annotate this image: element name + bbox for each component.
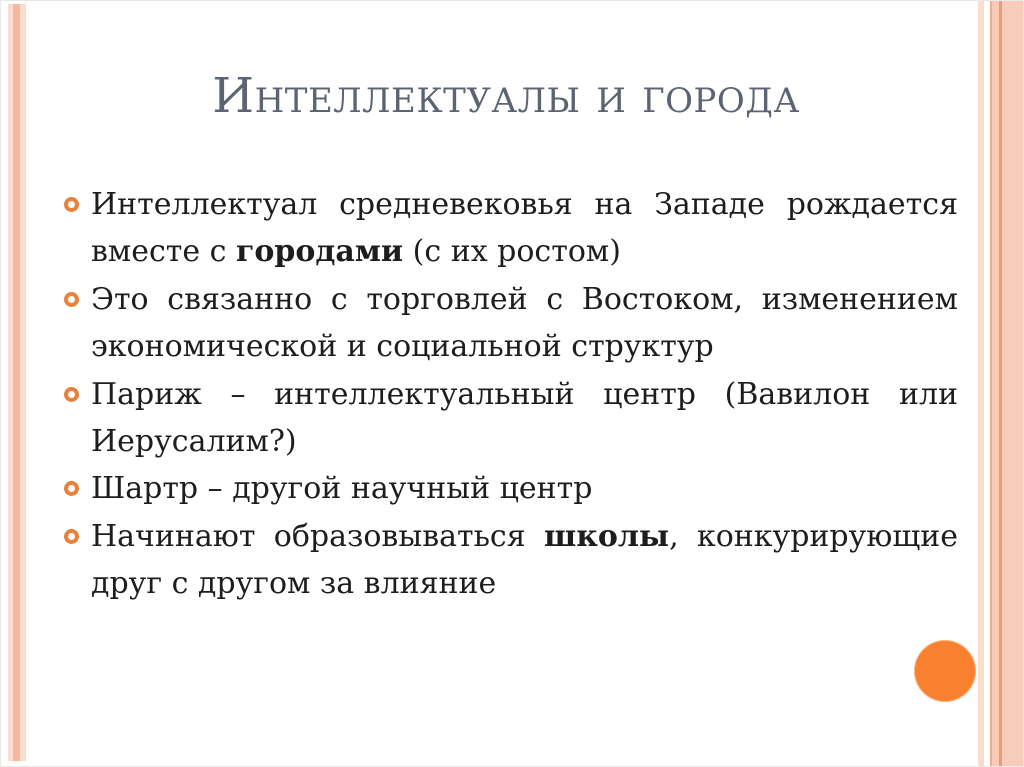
- bullet-list: [64, 181, 958, 608]
- bullet-line: [91, 276, 958, 323]
- left-stripe-inner-decoration: [20, 4, 26, 761]
- text-segment: экономической и социальной структур: [91, 329, 714, 365]
- bullet-line: [91, 560, 958, 607]
- slide-title: Интеллектуалы и города: [212, 68, 800, 124]
- bullet-item-3: [64, 371, 958, 466]
- text-segment: Начинают образовываться: [91, 518, 544, 554]
- text-segment: (с их ростом): [403, 234, 621, 270]
- bullet-line: [91, 465, 958, 512]
- text-segment: Это связанно с торговлей с Востоком, изменением: [91, 281, 958, 317]
- bullet-item-5: [64, 513, 958, 608]
- text-segment: друг с другом за влияние: [91, 566, 497, 602]
- text-segment: Интеллектуал средневековья на Западе рождается: [91, 187, 958, 222]
- text-segment: Иерусалим?): [91, 424, 297, 460]
- bullet-line: [91, 181, 958, 228]
- text-segment: , конкурирующие: [669, 518, 959, 554]
- right-stripe-accent-line-decoration: [999, 1, 1002, 766]
- bullet-item-1: [64, 181, 958, 276]
- bullet-line: [91, 228, 958, 275]
- text-segment: Шартр – другой научный центр: [91, 471, 593, 507]
- bullet-line: [91, 323, 958, 370]
- bullet-item-4: [64, 465, 958, 512]
- bold-text: школы: [543, 518, 670, 554]
- bold-text: городами: [236, 234, 404, 270]
- text-segment: Париж – интеллектуальный центр (Вавилон или: [91, 376, 958, 412]
- bullet-line: [91, 513, 958, 560]
- bullet-item-2: [64, 276, 958, 371]
- bullet-line: [91, 371, 958, 418]
- accent-circle-decoration: [914, 640, 976, 702]
- right-stripe-edge-line-decoration: [990, 1, 992, 766]
- text-segment: вместе с: [91, 234, 237, 270]
- left-stripe-middle-decoration: [13, 4, 20, 761]
- right-stripe-band-decoration: [990, 1, 1024, 766]
- bullet-line: [91, 418, 958, 465]
